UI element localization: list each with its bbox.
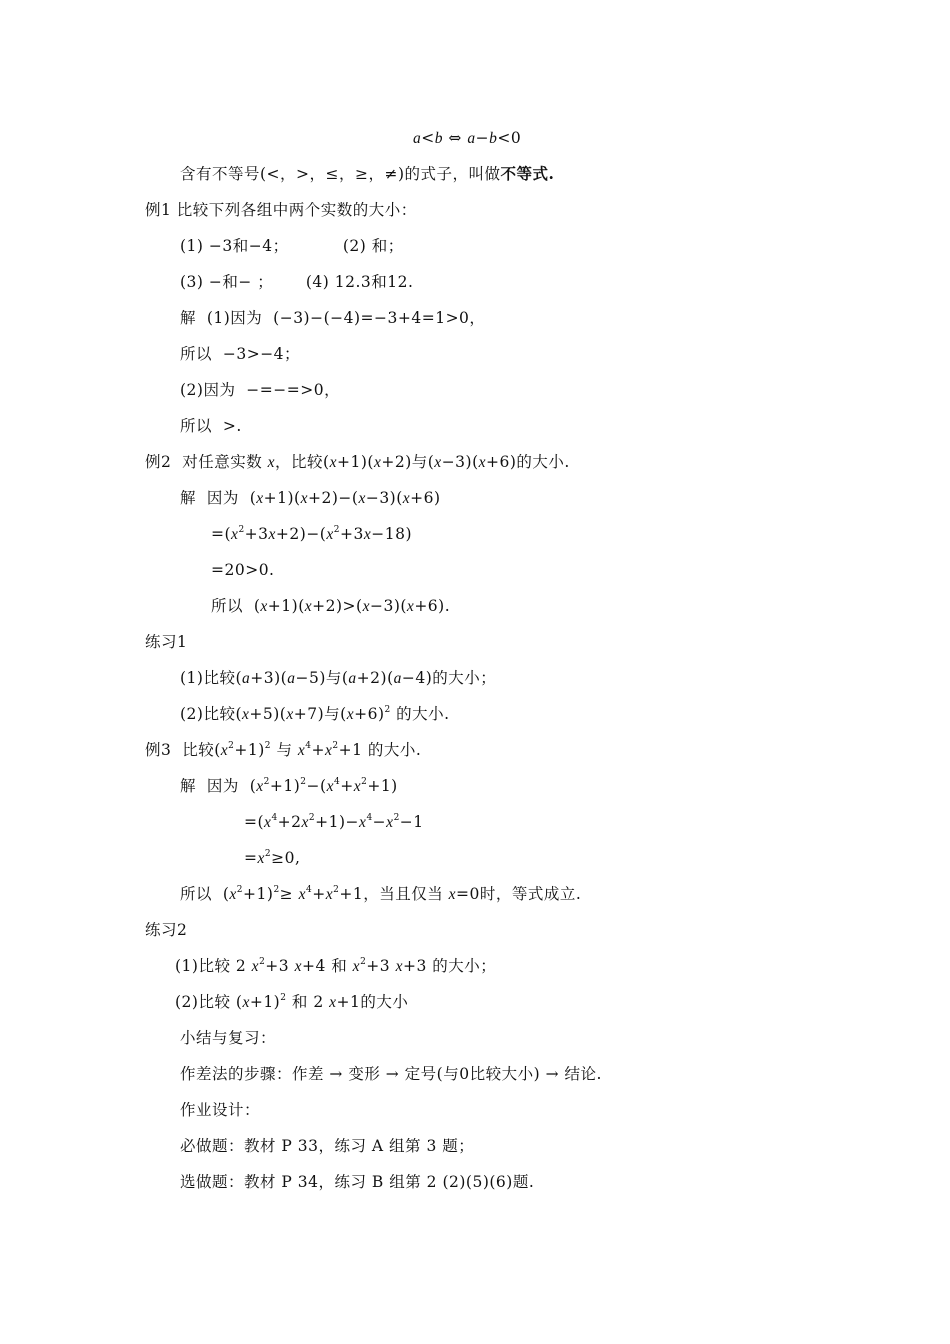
example3-solution-line3: $=x^2\ge 0$, (244, 849, 301, 867)
inequality-definition (180, 164, 554, 184)
definition-term: 不等式. (500, 164, 555, 183)
summary-steps: 作差法的步骤：作差 → 变形 → 定号(与0比较大小) → 结论. (180, 1065, 602, 1083)
example1-solution-1: 解 (1)因为 (−3)−(−4)=−3+4=1>0， (180, 309, 486, 327)
exercise1-title: 练习1 (145, 633, 188, 651)
example2-solution-line1: 解 因为 (x+1)(x+2)−(x−3)(x+6) (180, 489, 441, 507)
exercise2-item-2: (2)比较 $(x+1)^2$ 和 2 x+1的大小 (175, 993, 409, 1011)
math-var: a (413, 130, 422, 147)
example2-title: 例2 对任意实数 x，比较(x+1)(x+2)与(x−3)(x+6)的大小. (145, 453, 570, 471)
example3-solution-line1: 解 因为 $(x^2+1)^2-(x^4+x^2+1)$ (180, 777, 398, 795)
homework-optional: 选做题：教材 P 34，练习 B 组第 2 (2)(5)(6)题. (180, 1173, 535, 1191)
example2-conclusion: 所以 (x+1)(x+2)>(x−3)(x+6). (211, 597, 451, 615)
summary-heading: 小结与复习： (180, 1029, 277, 1047)
math-var: b (489, 130, 498, 147)
example1-conclusion-1: 所以 −3>−4； (180, 345, 301, 363)
exercise2-title: 练习2 (145, 921, 188, 939)
exercise2-item-1: (1)比较 2 $x^2+3$ x+4 和 $x^2+3$ x+3 的大小； (175, 957, 497, 975)
example2-solution-line2: $=(x^2+3x+2)-(x^2+3x-18)$ (211, 525, 412, 543)
example3-conclusion: 所以 $(x^2+1)^2\ge x^4+x^2+1$，当且仅当 x=0时，等式成立. (180, 885, 582, 903)
example1-title: 例1 比较下列各组中两个实数的大小： (145, 201, 417, 219)
homework-required: 必做题：教材 P 33，练习 A 组第 3 题； (180, 1137, 475, 1155)
example1-solution-2: (2)因为 −=−=>0， (180, 381, 341, 399)
exercise1-item-2: (2)比较(x+5)(x+7)与$(x+6)^2$ 的大小. (180, 705, 450, 723)
definition-formula: a<b ⇔ a−b<0 (413, 129, 522, 147)
example1-items-1-2: (1) −3和−4； (2) 和； (180, 237, 404, 255)
example1-conclusion-2: 所以 >. (180, 417, 242, 435)
example2-solution-line3: =20>0. (211, 561, 275, 579)
definition-text: 含有不等号(<，>，≤，≥，≠)的式子，叫做 (180, 165, 501, 183)
math-var: b (434, 130, 443, 147)
exercise1-item-1: (1)比较(a+3)(a−5)与(a+2)(a−4)的大小； (180, 669, 497, 687)
example3-title: 例3 比较$(x^2+1)^2$ 与 $x^4+x^2+1$ 的大小. (145, 741, 422, 759)
math-var: a (467, 130, 476, 147)
example1-items-3-4: (3) −和− ； (4) 12.3和12. (180, 273, 414, 291)
example3-solution-line2: $=(x^4+2x^2+1)-x^4-x^2-1$ (244, 813, 424, 831)
homework-heading: 作业设计： (180, 1101, 261, 1119)
